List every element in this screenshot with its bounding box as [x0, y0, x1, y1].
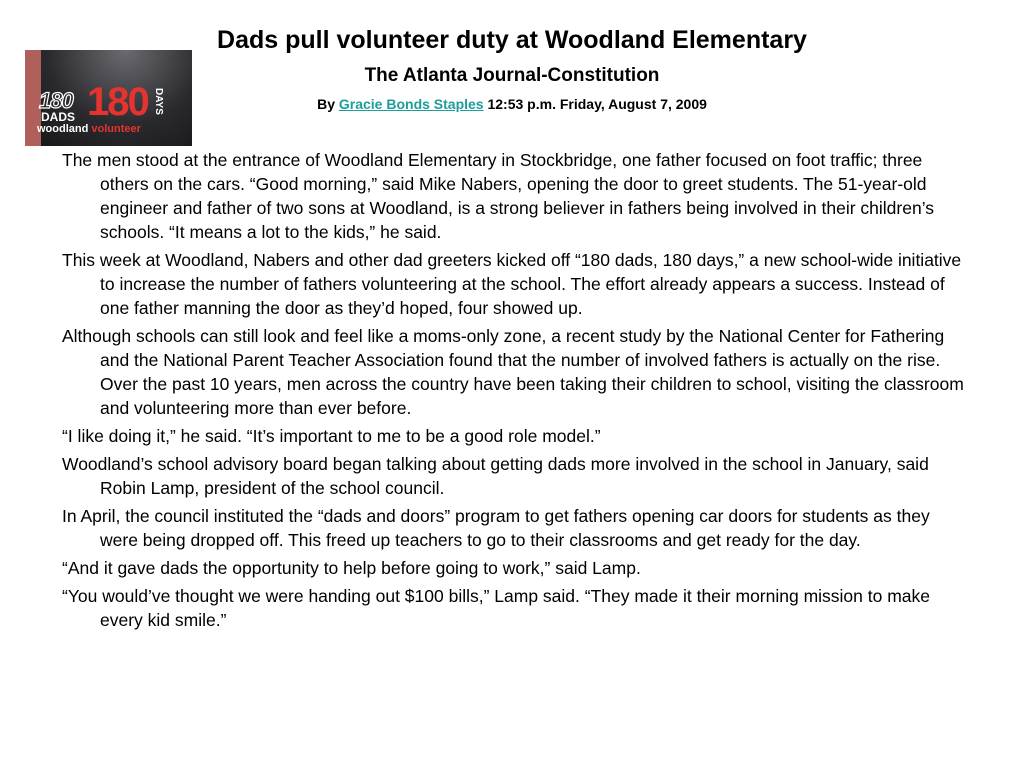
photo-number-red: 180 [87, 80, 148, 124]
article-timestamp: 12:53 p.m. Friday, August 7, 2009 [487, 96, 707, 112]
photo-number-outline: 180 [39, 88, 73, 113]
photo-volunteer-text: volunteer [91, 123, 141, 135]
article-paragraph: The men stood at the entrance of Woodland Elementary in Stockbridge, one father focused on foot traffic; three others on the cars. “Good morning,” said Mike Nabers, opening the door to greet students. The 51-year-old engineer and father of two sons at Woodland, is a strong believer in fathers being involved in their children’s schools. “It means a lot to the kids,” he said. [62, 150, 935, 242]
byline-prefix: By [317, 96, 335, 112]
article-title: Dads pull volunteer duty at Woodland Elementary [217, 26, 807, 54]
photo-woodland-text: woodland [37, 123, 89, 135]
author-link[interactable]: Gracie Bonds Staples [338, 96, 484, 112]
article-source: The Atlanta Journal-Constitution [364, 65, 660, 86]
article-byline [0, 96, 1024, 112]
photo-dads-text: DADS [41, 110, 76, 124]
article-paragraph: “You would’ve thought we were handing out $100 bills,” Lamp said. “They made it their morning mission to make every kid smile.” [62, 586, 931, 630]
article-paragraph: Woodland’s school advisory board began talking about getting dads more involved in the school in January, said Robin Lamp, president of the school council. [62, 454, 929, 498]
article-paragraph: “I like doing it,” he said. “It’s important to me to be a good role model.” [62, 426, 601, 446]
article-body [62, 148, 972, 636]
photo-days-text: DAYS [153, 88, 164, 115]
article-paragraph: In April, the council instituted the “dads and doors” program to get fathers opening car doors for students as they were being dropped off. This freed up teachers to go to their classrooms and get ready for the day. [62, 506, 930, 550]
article-paragraph: Although schools can still look and feel like a moms-only zone, a recent study by the National Center for Fathering and the National Parent Teacher Association found that the number of involved fathers is actually on the rise. Over the past 10 years, men across the country have been taking their children to school, visiting the classroom and volunteering more than ever before. [62, 326, 964, 418]
article-paragraph: This week at Woodland, Nabers and other dad greeters kicked off “180 dads, 180 days,” a new school-wide initiative to increase the number of fathers volunteering at the school. The effort already appears a success. Instead of one father manning the door as they’d hoped, four showed up. [62, 250, 962, 318]
article-paragraph: “And it gave dads the opportunity to help before going to work,” said Lamp. [62, 558, 641, 578]
photo-woodland-volunteer [37, 123, 141, 135]
